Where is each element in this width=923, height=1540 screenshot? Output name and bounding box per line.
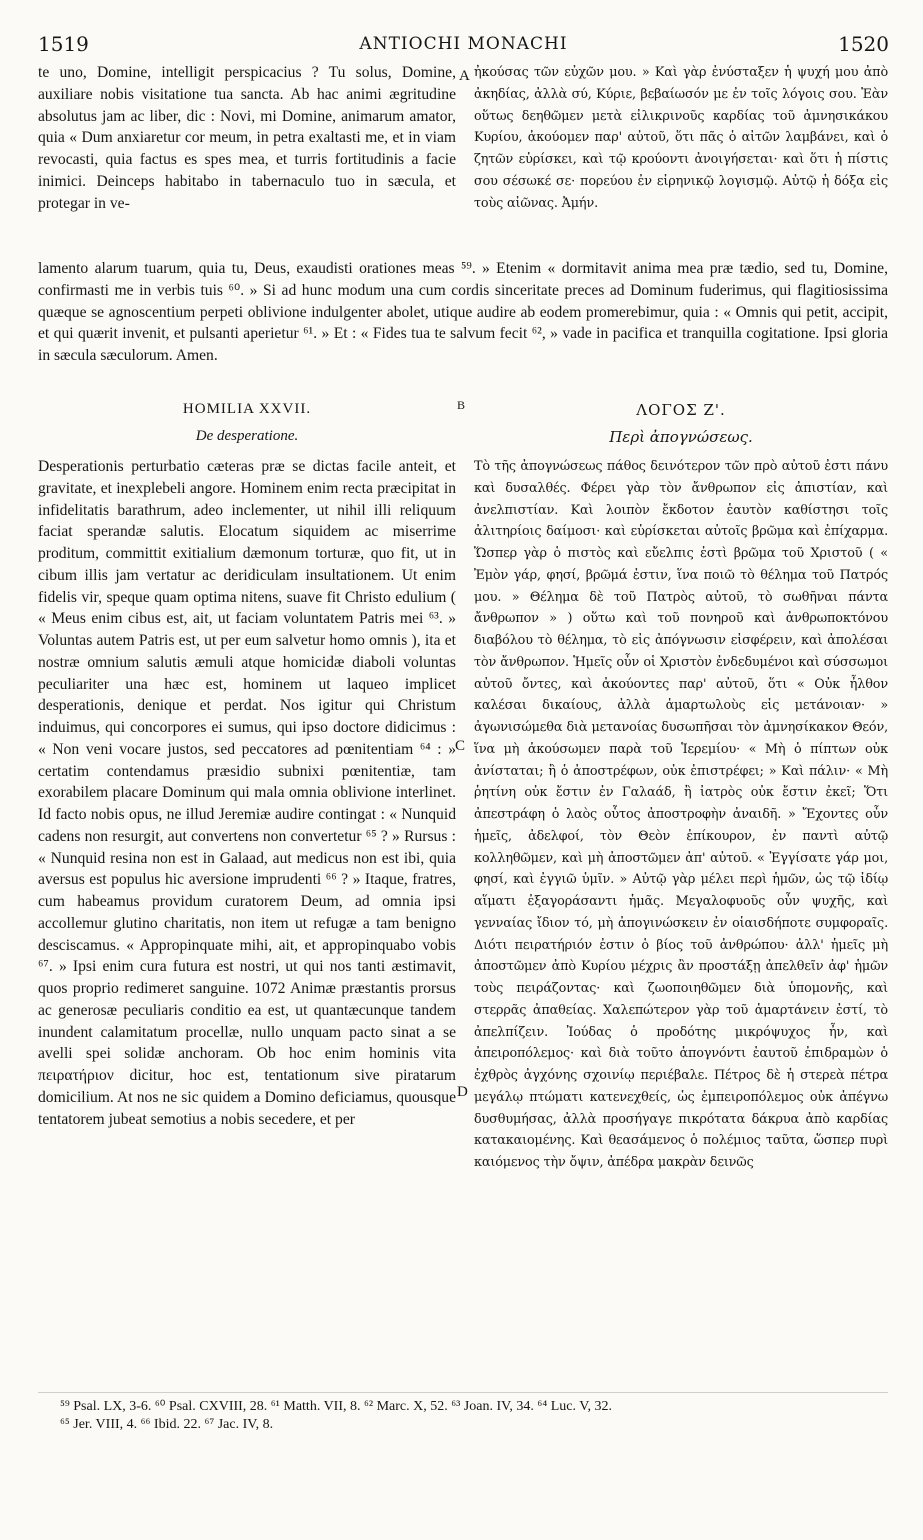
latin-fullwidth-paragraph [38, 258, 888, 367]
latin-column-body [38, 456, 456, 1130]
greek-top-text: ἠκούσας τῶν εὐχῶν μου. » Καὶ γὰρ ἐνύσταξεν ἡ ψυχή μου ἀπὸ ἀκηδίας, ἀλλὰ σύ, Κύριε, βεβαίωσόν με ἐν τοῖς λόγοις σου. Ἐὰν οὕτως δεηθῶμεν μετὰ εἰλικρινοῦς καρδίας τοῦ ἀμνησικάκου Κυρίου, ἀκούομεν παρ' αὐτοῦ, ὅτι πᾶς ὁ αἰτῶν λαμβάνει, καὶ ὁ ζητῶν εὑρίσκει, καὶ τῷ κρούοντι ἀνοιγήσεται· καὶ ὅτι ἡ πίστις σου σέσωκέ σε· πορεύου ἐν εἰρηνικῷ λογισμῷ. Αὐτῷ ἡ δόξα εἰς τοὺς αἰῶνας. Ἀμήν. [474, 65, 888, 211]
greek-column-body [474, 456, 888, 1174]
footnotes [60, 1398, 888, 1434]
latin-fullwidth-text: lamento alarum tuarum, quia tu, Deus, exaudisti orationes meas ⁵⁹. » Etenim « dormitavit anima mea præ tædio, sed tu, Domine, confirmasti me in verbis tuis ⁶⁰. » Si ad hunc modum una cum cordis sinceritate preces ad Dominum fuderimus, qui flagitiosissima quæque se agnoscentium perpeti oblivione indulgenter abolet, utique audire ab eodem promerebimur, quia : « Omnis qui petit, accipit, et qui quærit invenit, et pulsanti aperietur ⁶¹. » Et : « Fides tua te salvum fecit ⁶², » vade in pacifica et tranquilla cogitatione. Ipsi gloria in sæcula sæculorum. Amen. [38, 260, 888, 364]
greek-column-top [474, 62, 888, 214]
latin-body-text: Desperationis perturbatio cæteras præ se dictas facile anteit, et gravitate, et inexplebeli angore. Hominem enim recta præcipitat in infidelitatis barathrum, adeo inclementer, ut nihil illi reliquum faciat sperandæ salutis. Elocatum siquidem ac miserrime proditum, committit exitialium dæmonum torturæ, quo fit, ut in cibum illis jam vertatur ac deridiculam insultationem. Ut enim fidelis vir, speque quam optima nitens, suave fit Christo edulium ( « Meus enim cibus est, ait, ut faciam voluntatem Patris mei ⁶³. » Voluntas autem Patris est, ut per eum salvetur homo omnis ), ita et nostræ omnium salutis æmuli atque homicidæ diaboli voluntas peculiariter una hæc est, hominem ut laqueo implicet desperationis, denique et perdat. Nos igitur qui Christum induimus, qui concorpores ei sumus, qui ipso doctore didicimus : « Non veni vocare justos, sed peccatores ad pœnitentiam ⁶⁴ : » certatim contendamus præsidio subnixi pœnitentiæ, tam exorabilem placare Dominum qui mala omnia oblivione interlinet. Id facto nobis opus, ne illud Jeremiæ audire contingat : « Nunquid cadens non resurgit, aut convertens non convertetur ⁶⁵ ? » Rursus : « Nunquid resina non est in Galaad, aut medicus non est ibi, quia aversus est populus hic aversione imprudenti ⁶⁶ ? » Itaque, fratres, cum habeamus providum curatorem Deum, ad omnia ipsi accollemur glutino charitatis, non item ut refugæ a tam benigno desciscamus. « Appropinquate mihi, ait, et appropinquabo vobis ⁶⁷. » Ipsi enim cura futura est nostri, ut qui nos tanti æstimavit, quos proprio redimeret sanguine. 1072 Animæ præstantis prorsus ac generosæ peculiaris conditio ea est, ut quantæcunque tandem inundent calamitatum procellæ, nullo unquam pacto sinat a se avelli spei solidæ anchoram. Ob hoc enim hominis vita πειρατήριον dicitur, hoc est, tentationum sive piratarum domicilium. At nos ne sic quidem a Domino deficiamus, quousque tentatorem jubeat semotius a nobis secedere, et per [38, 458, 456, 1128]
footnote-line-2: ⁶⁵ Jer. VIII, 4. ⁶⁶ Ibid. 22. ⁶⁷ Jac. IV, 8. [60, 1417, 274, 1432]
margin-letter-b: B [457, 398, 466, 412]
margin-letter-a: A [459, 68, 470, 84]
footnote-line-1: ⁵⁹ Psal. LX, 3-6. ⁶⁰ Psal. CXVIII, 28. ⁶¹ Matth. VII, 8. ⁶² Marc. X, 52. ⁶³ Joan. IV, 34. ⁶⁴ Luc. V, 32. [60, 1399, 613, 1414]
page-number-right: 1520 [838, 32, 889, 56]
running-title: ANTIOCHI MONACHI [359, 34, 568, 54]
homily-subtitle-latin: De desperatione. [195, 428, 299, 444]
homily-subtitle-greek: Περὶ ἀπογνώσεως. [609, 428, 753, 446]
homily-heading-greek: ΛΟΓΟΣ Ζ'. [636, 401, 726, 419]
homily-heading-latin: HOMILIA XXVII. [182, 401, 312, 417]
footnote-divider [38, 1392, 888, 1393]
latin-top-text: te uno, Domine, intelligit perspicacius ? Tu solus, Domine, auxiliare nobis visitatione tua sancta. Ab hac animi ægritudine absolutus jam ac liber, dic : Novi, mi Domine, animarum amator, quia « Dum anxiaretur cor meum, in petra exaltasti me, et in viam revocasti, quia factus es spes mea, et turris fortitudinis a facie inimici. Deinceps habitabo in tabernaculo tuo in sæcula, et protegar in ve- [38, 64, 456, 212]
greek-body-text: Τὸ τῆς ἀπογνώσεως πάθος δεινότερον τῶν πρὸ αὐτοῦ ἐστι πάνυ καὶ δυσαλθές. Φέρει γὰρ τὸν ἄνθρωπον εἰς ἀπιστίαν, καὶ ἀνελπιστίαν. Καὶ λοιπὸν ἔκδοτον ἑαυτὸν καθίστησι τοῖς ἀλιτηρίοις δαίμοσι· καὶ εὑρίσκεται αὐτοῖς βρῶμα καὶ ἐπίχαρμα. Ὥσπερ γὰρ ὁ πιστὸς καὶ εὔελπις ἐστὶ βρῶμα τοῦ Χριστοῦ ( « Ἐμὸν γάρ, φησί, βρῶμά ἐστιν, ἵνα ποιῶ τὸ θέλημα τοῦ Πατρός μου. » Θέλημα δὲ τοῦ Πατρὸς αὐτοῦ, τὸ σωθῆναι πάντα ἄνθρωπον » ) οὕτω καὶ τοῦ πονηροῦ καὶ ἀνθρωποκτόνου διαβόλου τὸ θέλημα, τὸ εἰς ἀπόγνωσιν εἰσφέρειν, καὶ ἀπολέσαι τὸν ἄνθρωπον. Ἡμεῖς οὖν οἱ Χριστὸν ἐνδεδυμένοι καὶ σύσσωμοι αὐτοῦ ὄντες, καὶ ἀκούοντες παρ' αὐτοῦ, ὅτι « Οὐκ ἦλθον καλέσαι δικαίους, ἀλλὰ ἁμαρτωλοὺς εἰς μετάνοιαν· » ἀγωνισώμεθα διὰ μετανοίας δυσωπῆσαι τὸν ἀμνησίκακον Θεόν, ἵνα μὴ ἀκούσωμεν παρὰ τοῦ Ἱερεμίου· « Μὴ ὁ πίπτων οὐκ ἀνίσταται; ἢ ὁ ἀποστρέφων, οὐκ ἐπιστρέφει; » Καὶ πάλιν· « Μὴ ῥητίνη οὐκ ἔστιν ἐν Γαλαάδ, ἢ ἰατρὸς οὐκ ἔστιν ἐκεῖ; Ὅτι ἀπεστράφη ὁ λαὸς οὗτος ἀποστροφὴν ἀναιδῆ. » Ἔχοντες οὖν ἡμεῖς, ἀδελφοί, τὸν Θεὸν ἐπίκουρον, ἐν παντὶ αὐτῷ κολληθῶμεν, καὶ μὴ ἀποστῶμεν ἀπ' αὐτοῦ. « Ἐγγίσατε γάρ μοι, φησί, καὶ ἐγγιῶ ὑμῖν. » Αὐτῷ γὰρ μέλει περὶ ἡμῶν, ὡς τῷ ἰδίῳ αἵματι ἐξαγοράσαντι ἡμᾶς. Μεγαλοφυοῦς οὖν ψυχῆς, καὶ γενναίας ἴδιον τό, μὴ ἀπογινώσκειν ἐν οἱαισδήποτε συμφοραῖς. Διότι πειρατήριόν ἐστιν ὁ βίος τοῦ ἀνθρώπου· ἀλλ' ἡμεῖς μὴ ἀποστῶμεν ἀπὸ Κυρίου μέχρις ἂν προστάξῃ ἀπελθεῖν ἀφ' ἡμῶν τοὺς πειράζοντας· καὶ ζωοποιηθῶμεν διὰ ὑπομονῆς, καὶ στερρᾶς ἀπαθείας. Χαλεπώτερον γὰρ τοῦ ἁμαρτάνειν ἐστί, τὸ ἀπελπίζειν. Ἰούδας ὁ προδότης μικρόψυχος ἦν, καὶ ἀπειροπόλεμος· καὶ διὰ τοῦτο ἀπογνόντι ἑαυτοῦ ἐπιδραμὼν ὁ ἐχθρὸς ἀγχόνης σχοινίῳ περιέβαλε. Πέτρος δὲ ἡ στερεὰ πέτρα μεγάλῳ πτώματι κατενεχθείς, ὡς ἐμπειροπόλεμος οὐκ ἀπέγνω δυσθυμήσας, ἀλλὰ προσήγαγε πικρότατα δάκρυα ἀπὸ καρδίας κατακαιομένης. Καὶ θεασάμενος ὁ πολέμιος ταῦτα, ὥσπερ πυρὶ καιόμενος τὴν ὄψιν, ἀπέδρα μακρὰν δεινῶς [474, 459, 888, 1170]
margin-letter-c: C [455, 738, 466, 754]
latin-column-top [38, 62, 456, 214]
page-number-left: 1519 [38, 32, 89, 56]
margin-letter-d: D [457, 1084, 468, 1100]
running-header [38, 32, 889, 60]
